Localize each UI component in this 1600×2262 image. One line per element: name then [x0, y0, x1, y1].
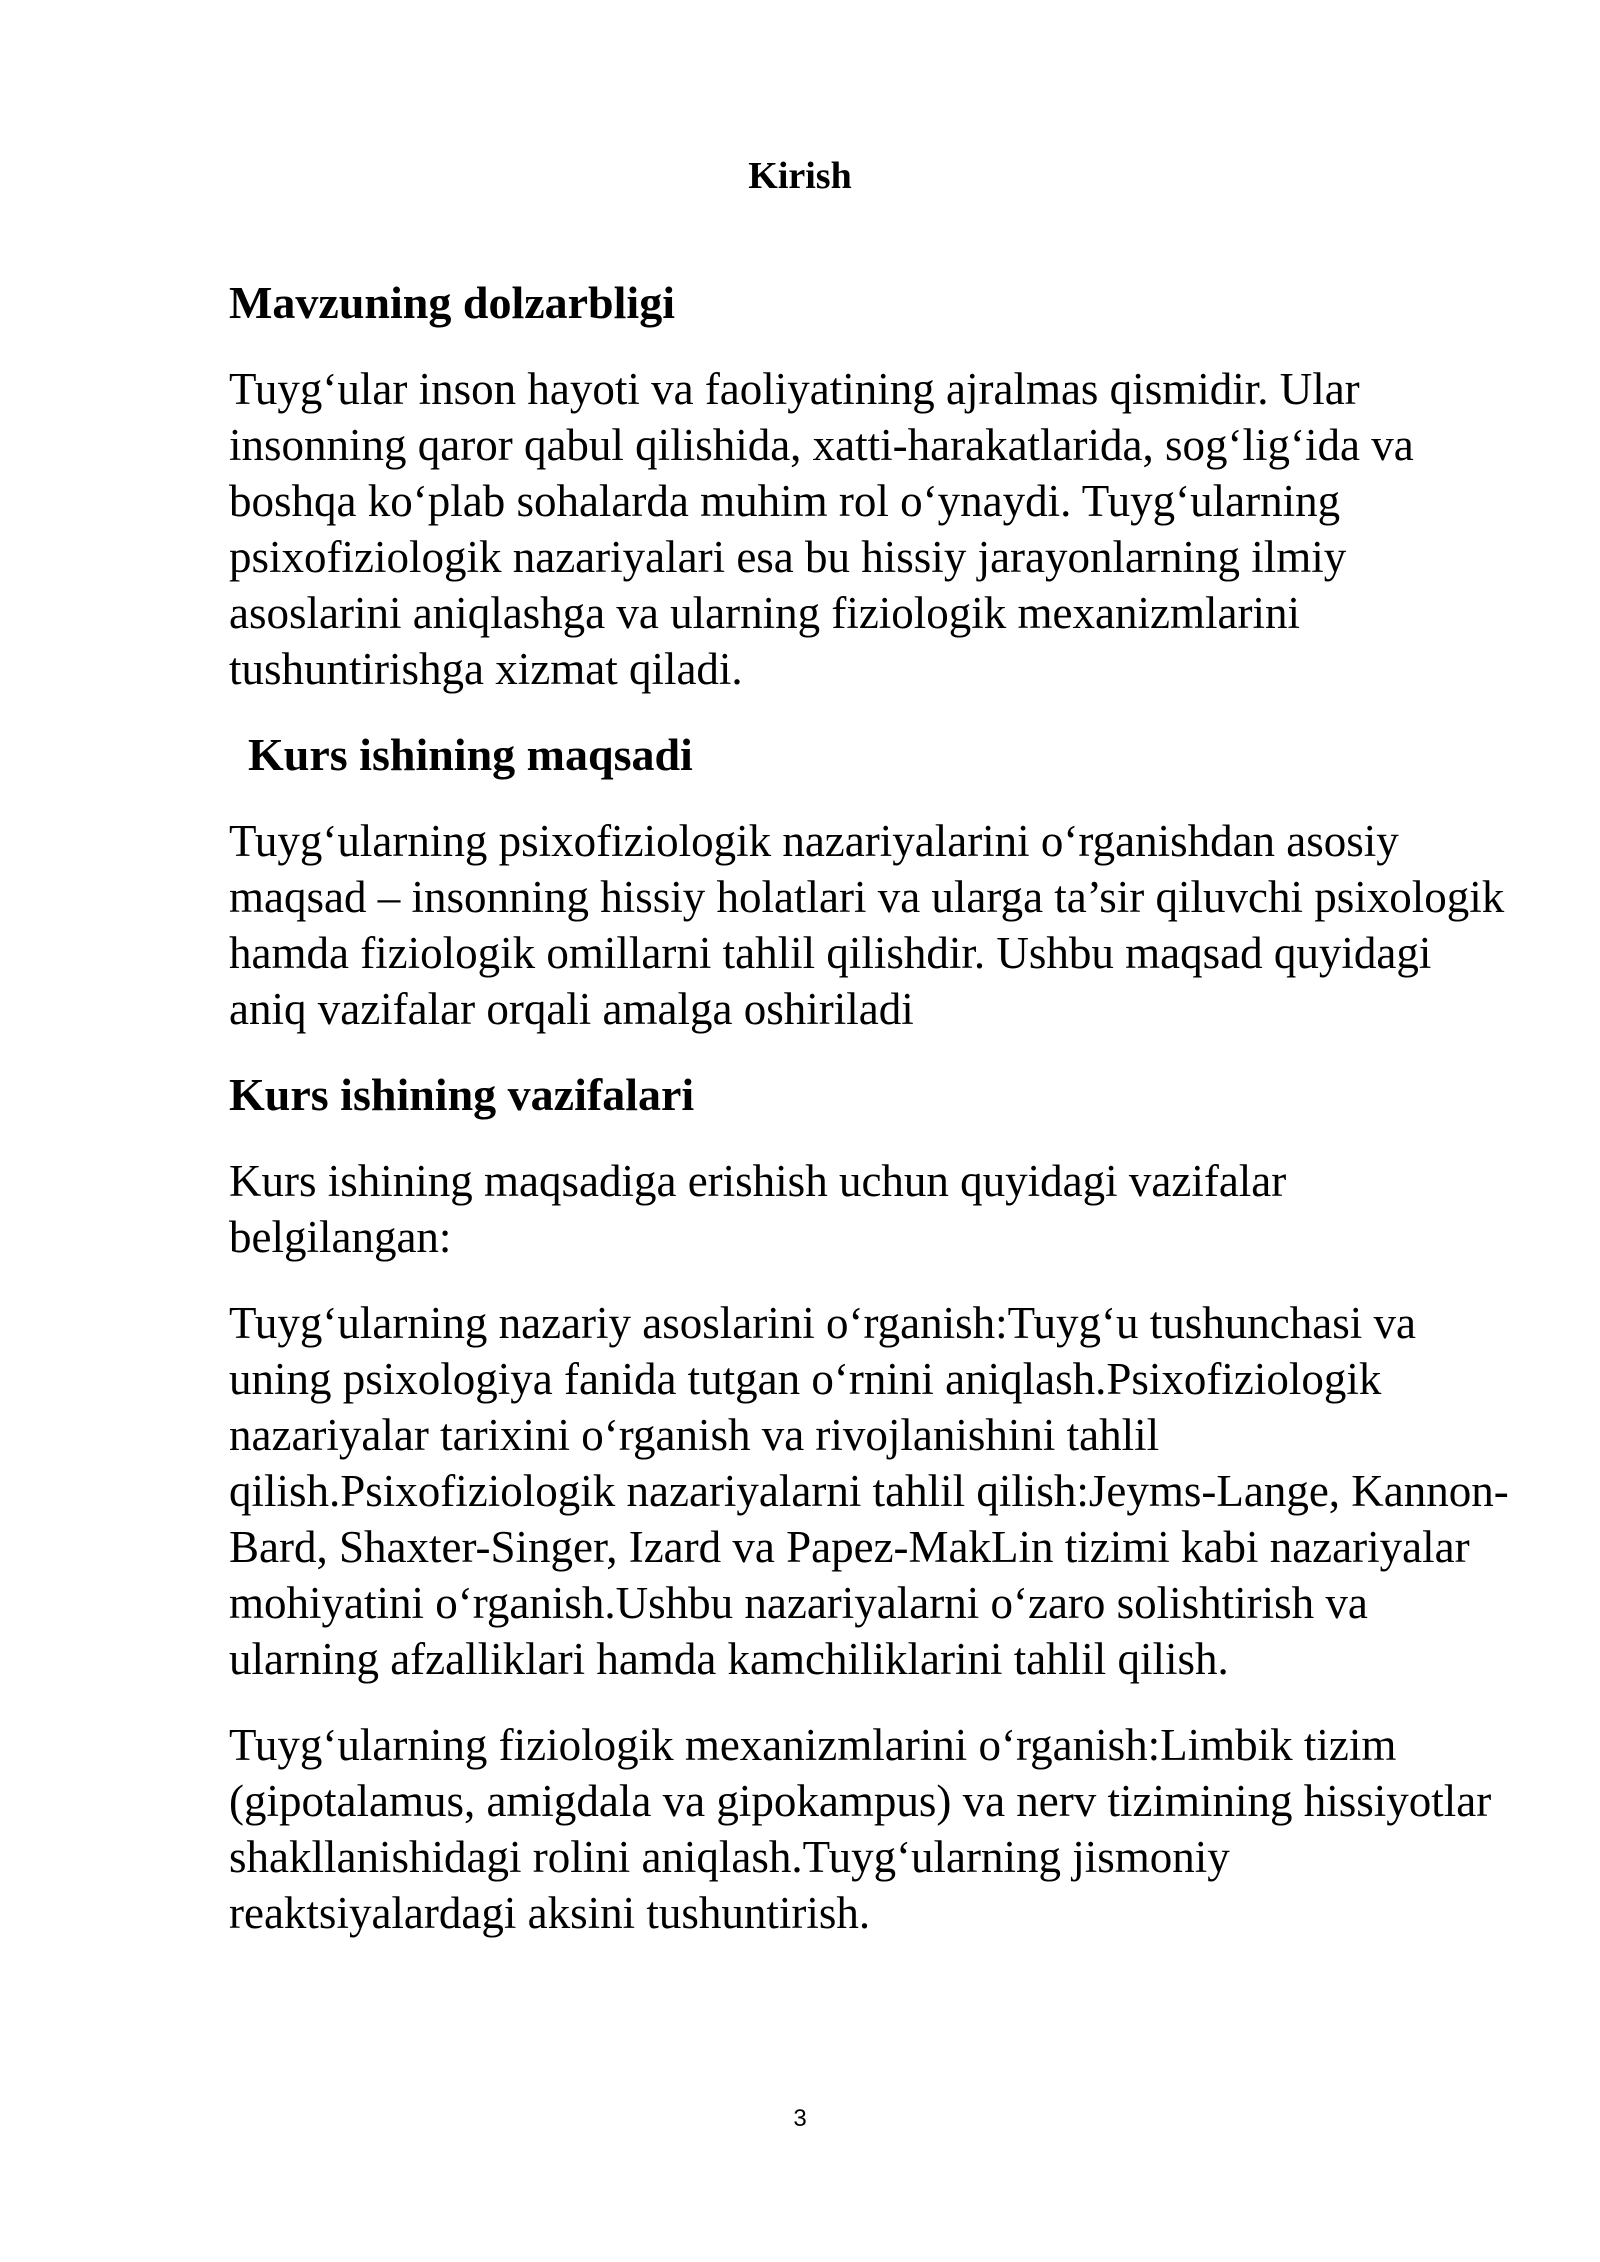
paragraph-tasks-physiology: Tuyg‘ularning fiziologik mexanizmlarini o‘rganish:Limbik tizim (gipotalamus, amigdala va gipokampus) va nerv tizimining hissiyotlar shakllanishidagi rolini aniqlash.Tuyg‘ularning jismoniy reaktsiyalardagi aksini tushuntirish.	[229, 1720, 1492, 1938]
paragraph-tasks-theory: Tuyg‘ularning nazariy asoslarini o‘rganish:Tuyg‘u tushunchasi va uning psixologiya fanida tutgan o‘rnini aniqlash.Psixofiziologik nazariyalar tarixini o‘rganish va rivojlanishini tahlil qilish.Psixofiziologik nazariyalarni tahlil qilish:Jeyms-Lange, Kannon-Bard, Shaxter-Singer, Izard va Papez-MakLin tizimi kabi nazariyalar mohiyatini o‘rganish.Ushbu nazariyalarni o‘zaro solishtirish va ularning afzalliklari hamda kamchiliklarini tahlil qilish.	[229, 1298, 1509, 1684]
page-number: 3	[793, 2105, 807, 2132]
paragraph-relevance: Tuyg‘ular inson hayoti va faoliyatining ajralmas qismidir. Ular insonning qaror qabul qilishida, xatti-harakatlarida, sog‘lig‘ida va boshqa ko‘plab sohalarda muhim rol o‘ynaydi. Tuyg‘ularning psixofiziologik nazariyalari esa bu hissiy jarayonlarning ilmiy asoslarini aniqlashga va ularning fiziologik mexanizmlarini tushuntirishga xizmat qiladi.	[229, 364, 1414, 694]
page-title: Kirish	[748, 155, 852, 197]
paragraph-tasks-intro: Kurs ishining maqsadiga erishish uchun quyidagi vazifalar belgilangan:	[229, 1156, 1287, 1262]
page-content	[229, 275, 1509, 1971]
section-heading-tasks: Kurs ishining vazifalari	[229, 1069, 695, 1120]
section-heading-goal: Kurs ishining maqsadi	[248, 729, 693, 780]
section-heading-relevance: Mavzuning dolzarbligi	[229, 277, 675, 328]
paragraph-goal: Tuyg‘ularning psixofiziologik nazariyalarini o‘rganishdan asosiy maqsad – insonning hissiy holatlari va ularga ta’sir qiluvchi psixologik hamda fiziologik omillarni tahlil qilishdir. Ushbu maqsad quyidagi aniq vazifalar orqali amalga oshiriladi	[229, 816, 1505, 1034]
